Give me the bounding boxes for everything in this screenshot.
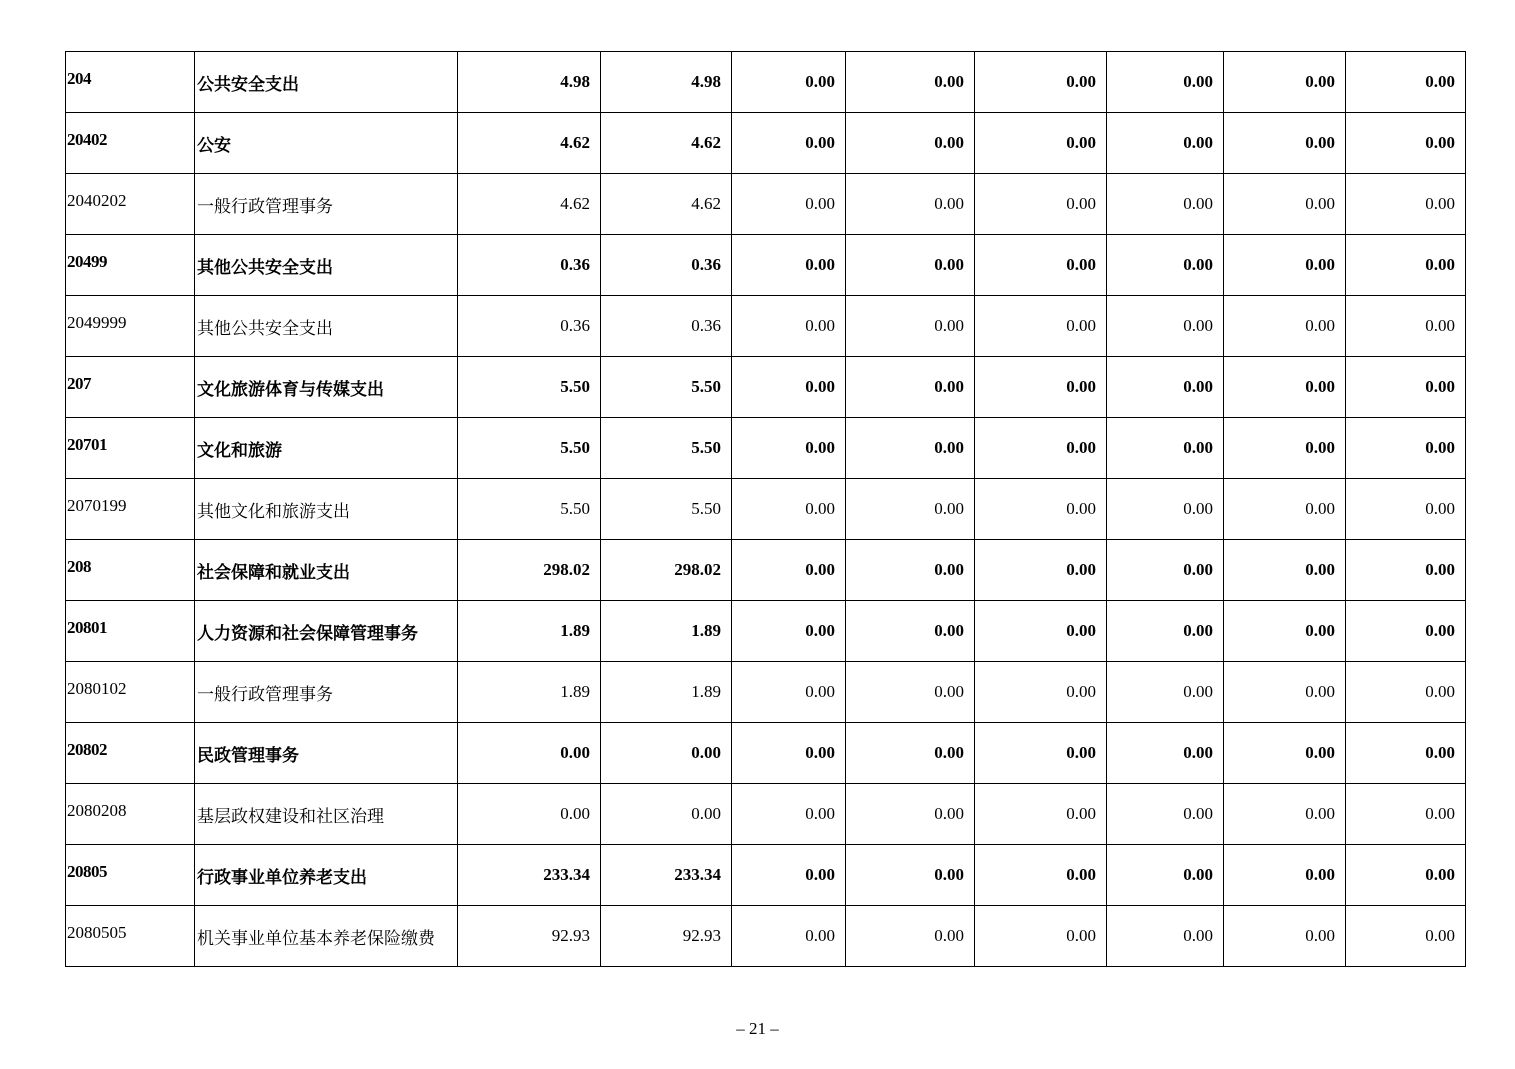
amount-cell: 0.00 bbox=[1224, 540, 1346, 601]
amount-cell: 0.00 bbox=[1224, 906, 1346, 967]
amount-cell: 0.00 bbox=[846, 662, 975, 723]
amount-cell: 4.62 bbox=[601, 113, 732, 174]
amount-cell: 0.00 bbox=[846, 601, 975, 662]
amount-cell: 0.00 bbox=[1346, 845, 1466, 906]
amount-cell: 4.62 bbox=[458, 113, 601, 174]
amount-cell: 0.00 bbox=[1346, 784, 1466, 845]
amount-cell: 0.00 bbox=[732, 906, 846, 967]
amount-cell: 0.00 bbox=[732, 52, 846, 113]
subject-code: 20499 bbox=[67, 252, 107, 271]
amount-cell: 0.36 bbox=[458, 296, 601, 357]
subject-name-cell: 其他文化和旅游支出 bbox=[195, 479, 458, 540]
amount-cell: 0.00 bbox=[1107, 235, 1224, 296]
subject-code-cell bbox=[66, 113, 195, 174]
amount-cell: 0.36 bbox=[601, 296, 732, 357]
table-row bbox=[66, 479, 1466, 540]
amount-cell: 0.00 bbox=[1224, 174, 1346, 235]
subject-code-cell bbox=[66, 540, 195, 601]
amount-cell: 0.00 bbox=[732, 784, 846, 845]
subject-code-cell bbox=[66, 418, 195, 479]
amount-cell: 0.00 bbox=[846, 845, 975, 906]
amount-cell: 0.00 bbox=[732, 113, 846, 174]
amount-cell: 0.00 bbox=[975, 540, 1107, 601]
amount-cell: 0.00 bbox=[1346, 418, 1466, 479]
amount-cell: 0.00 bbox=[1224, 662, 1346, 723]
subject-code: 207 bbox=[67, 374, 91, 393]
amount-cell: 0.00 bbox=[732, 235, 846, 296]
amount-cell: 0.36 bbox=[458, 235, 601, 296]
amount-cell: 0.00 bbox=[1346, 906, 1466, 967]
subject-code-cell bbox=[66, 662, 195, 723]
subject-code-cell bbox=[66, 723, 195, 784]
subject-code-cell bbox=[66, 235, 195, 296]
amount-cell: 0.00 bbox=[975, 906, 1107, 967]
amount-cell: 233.34 bbox=[601, 845, 732, 906]
subject-name-cell: 一般行政管理事务 bbox=[195, 174, 458, 235]
table-row bbox=[66, 418, 1466, 479]
amount-cell: 0.00 bbox=[975, 662, 1107, 723]
amount-cell: 0.00 bbox=[846, 723, 975, 784]
subject-code-cell bbox=[66, 906, 195, 967]
amount-cell: 0.00 bbox=[1346, 357, 1466, 418]
amount-cell: 0.00 bbox=[732, 357, 846, 418]
amount-cell: 5.50 bbox=[458, 357, 601, 418]
table-row bbox=[66, 357, 1466, 418]
amount-cell: 0.00 bbox=[458, 723, 601, 784]
subject-name-cell: 其他公共安全支出 bbox=[195, 296, 458, 357]
amount-cell: 0.00 bbox=[1346, 174, 1466, 235]
amount-cell: 1.89 bbox=[458, 601, 601, 662]
amount-cell: 0.00 bbox=[732, 296, 846, 357]
amount-cell: 0.00 bbox=[846, 235, 975, 296]
amount-cell: 0.00 bbox=[732, 662, 846, 723]
subject-code-cell bbox=[66, 296, 195, 357]
subject-code-cell bbox=[66, 601, 195, 662]
amount-cell: 298.02 bbox=[458, 540, 601, 601]
subject-name-cell: 公共安全支出 bbox=[195, 52, 458, 113]
subject-code-cell bbox=[66, 479, 195, 540]
amount-cell: 0.00 bbox=[1224, 52, 1346, 113]
table-row bbox=[66, 540, 1466, 601]
amount-cell: 0.00 bbox=[1107, 784, 1224, 845]
amount-cell: 1.89 bbox=[458, 662, 601, 723]
amount-cell: 0.00 bbox=[975, 357, 1107, 418]
subject-code-cell bbox=[66, 784, 195, 845]
subject-code: 2080505 bbox=[67, 923, 127, 942]
amount-cell: 0.00 bbox=[846, 540, 975, 601]
budget-table bbox=[65, 51, 1466, 967]
amount-cell: 5.50 bbox=[458, 418, 601, 479]
table-row bbox=[66, 723, 1466, 784]
amount-cell: 0.00 bbox=[1346, 540, 1466, 601]
subject-name-cell: 社会保障和就业支出 bbox=[195, 540, 458, 601]
subject-code: 208 bbox=[67, 557, 91, 576]
subject-name-cell: 公安 bbox=[195, 113, 458, 174]
amount-cell: 0.00 bbox=[1224, 296, 1346, 357]
amount-cell: 0.00 bbox=[1346, 235, 1466, 296]
amount-cell: 0.00 bbox=[1346, 113, 1466, 174]
table-row bbox=[66, 601, 1466, 662]
amount-cell: 0.00 bbox=[601, 784, 732, 845]
subject-name-cell: 文化旅游体育与传媒支出 bbox=[195, 357, 458, 418]
amount-cell: 233.34 bbox=[458, 845, 601, 906]
amount-cell: 0.00 bbox=[975, 784, 1107, 845]
subject-code-cell bbox=[66, 845, 195, 906]
subject-code: 20801 bbox=[67, 618, 107, 637]
amount-cell: 1.89 bbox=[601, 662, 732, 723]
amount-cell: 4.98 bbox=[601, 52, 732, 113]
table-row bbox=[66, 662, 1466, 723]
amount-cell: 0.00 bbox=[1224, 723, 1346, 784]
amount-cell: 0.00 bbox=[1107, 723, 1224, 784]
amount-cell: 0.00 bbox=[1346, 52, 1466, 113]
amount-cell: 92.93 bbox=[458, 906, 601, 967]
amount-cell: 0.00 bbox=[732, 845, 846, 906]
subject-code: 2080102 bbox=[67, 679, 127, 698]
subject-name-cell: 基层政权建设和社区治理 bbox=[195, 784, 458, 845]
amount-cell: 0.00 bbox=[975, 418, 1107, 479]
subject-name-cell: 机关事业单位基本养老保险缴费 bbox=[195, 906, 458, 967]
amount-cell: 0.00 bbox=[1224, 418, 1346, 479]
table-body bbox=[66, 52, 1466, 967]
table-row bbox=[66, 113, 1466, 174]
amount-cell: 0.00 bbox=[1346, 723, 1466, 784]
amount-cell: 0.00 bbox=[975, 235, 1107, 296]
amount-cell: 0.00 bbox=[1107, 845, 1224, 906]
subject-code-cell bbox=[66, 52, 195, 113]
amount-cell: 0.00 bbox=[846, 357, 975, 418]
amount-cell: 0.00 bbox=[975, 723, 1107, 784]
amount-cell: 1.89 bbox=[601, 601, 732, 662]
subject-name-cell: 民政管理事务 bbox=[195, 723, 458, 784]
table-row bbox=[66, 296, 1466, 357]
amount-cell: 0.00 bbox=[1107, 296, 1224, 357]
page-number: – 21 – bbox=[736, 1019, 779, 1038]
amount-cell: 0.00 bbox=[846, 784, 975, 845]
amount-cell: 0.00 bbox=[1346, 601, 1466, 662]
amount-cell: 92.93 bbox=[601, 906, 732, 967]
amount-cell: 0.00 bbox=[1107, 418, 1224, 479]
amount-cell: 4.62 bbox=[458, 174, 601, 235]
amount-cell: 0.00 bbox=[975, 113, 1107, 174]
subject-code: 20802 bbox=[67, 740, 107, 759]
amount-cell: 0.00 bbox=[975, 479, 1107, 540]
table-row bbox=[66, 784, 1466, 845]
amount-cell: 0.00 bbox=[975, 52, 1107, 113]
amount-cell: 0.00 bbox=[732, 479, 846, 540]
subject-name-cell: 文化和旅游 bbox=[195, 418, 458, 479]
amount-cell: 0.00 bbox=[601, 723, 732, 784]
amount-cell: 0.00 bbox=[1107, 479, 1224, 540]
subject-code: 2040202 bbox=[67, 191, 127, 210]
amount-cell: 0.00 bbox=[975, 296, 1107, 357]
table-row bbox=[66, 235, 1466, 296]
amount-cell: 0.00 bbox=[1346, 479, 1466, 540]
subject-name-cell: 一般行政管理事务 bbox=[195, 662, 458, 723]
table-row bbox=[66, 845, 1466, 906]
amount-cell: 0.00 bbox=[1224, 784, 1346, 845]
subject-code: 204 bbox=[67, 69, 91, 88]
amount-cell: 0.00 bbox=[1107, 52, 1224, 113]
amount-cell: 0.00 bbox=[1224, 235, 1346, 296]
amount-cell: 0.00 bbox=[1107, 357, 1224, 418]
amount-cell: 0.00 bbox=[975, 601, 1107, 662]
table-row bbox=[66, 52, 1466, 113]
amount-cell: 0.00 bbox=[1107, 540, 1224, 601]
amount-cell: 0.00 bbox=[1107, 174, 1224, 235]
subject-code: 2070199 bbox=[67, 496, 127, 515]
table-row bbox=[66, 174, 1466, 235]
subject-code: 2049999 bbox=[67, 313, 127, 332]
subject-code: 2080208 bbox=[67, 801, 127, 820]
amount-cell: 5.50 bbox=[601, 479, 732, 540]
amount-cell: 0.00 bbox=[975, 845, 1107, 906]
amount-cell: 0.36 bbox=[601, 235, 732, 296]
subject-code-cell bbox=[66, 174, 195, 235]
subject-name-cell: 人力资源和社会保障管理事务 bbox=[195, 601, 458, 662]
amount-cell: 0.00 bbox=[1346, 662, 1466, 723]
subject-name-cell: 其他公共安全支出 bbox=[195, 235, 458, 296]
amount-cell: 0.00 bbox=[846, 52, 975, 113]
amount-cell: 0.00 bbox=[732, 601, 846, 662]
amount-cell: 0.00 bbox=[1224, 113, 1346, 174]
amount-cell: 0.00 bbox=[732, 174, 846, 235]
amount-cell: 0.00 bbox=[1107, 662, 1224, 723]
subject-name-cell: 行政事业单位养老支出 bbox=[195, 845, 458, 906]
subject-code: 20805 bbox=[67, 862, 107, 881]
amount-cell: 0.00 bbox=[1224, 479, 1346, 540]
amount-cell: 0.00 bbox=[975, 174, 1107, 235]
amount-cell: 0.00 bbox=[1107, 601, 1224, 662]
amount-cell: 5.50 bbox=[458, 479, 601, 540]
amount-cell: 0.00 bbox=[846, 479, 975, 540]
subject-code: 20701 bbox=[67, 435, 107, 454]
amount-cell: 298.02 bbox=[601, 540, 732, 601]
amount-cell: 0.00 bbox=[846, 174, 975, 235]
subject-code: 20402 bbox=[67, 130, 107, 149]
table-row bbox=[66, 906, 1466, 967]
amount-cell: 0.00 bbox=[1107, 113, 1224, 174]
amount-cell: 0.00 bbox=[732, 540, 846, 601]
amount-cell: 0.00 bbox=[1224, 357, 1346, 418]
amount-cell: 5.50 bbox=[601, 418, 732, 479]
amount-cell: 0.00 bbox=[846, 296, 975, 357]
amount-cell: 4.62 bbox=[601, 174, 732, 235]
subject-code-cell bbox=[66, 357, 195, 418]
amount-cell: 0.00 bbox=[846, 906, 975, 967]
amount-cell: 0.00 bbox=[846, 113, 975, 174]
amount-cell: 0.00 bbox=[1224, 601, 1346, 662]
amount-cell: 0.00 bbox=[458, 784, 601, 845]
amount-cell: 0.00 bbox=[1346, 296, 1466, 357]
amount-cell: 0.00 bbox=[846, 418, 975, 479]
amount-cell: 0.00 bbox=[732, 723, 846, 784]
amount-cell: 0.00 bbox=[1224, 845, 1346, 906]
amount-cell: 4.98 bbox=[458, 52, 601, 113]
amount-cell: 0.00 bbox=[1107, 906, 1224, 967]
amount-cell: 5.50 bbox=[601, 357, 732, 418]
amount-cell: 0.00 bbox=[732, 418, 846, 479]
